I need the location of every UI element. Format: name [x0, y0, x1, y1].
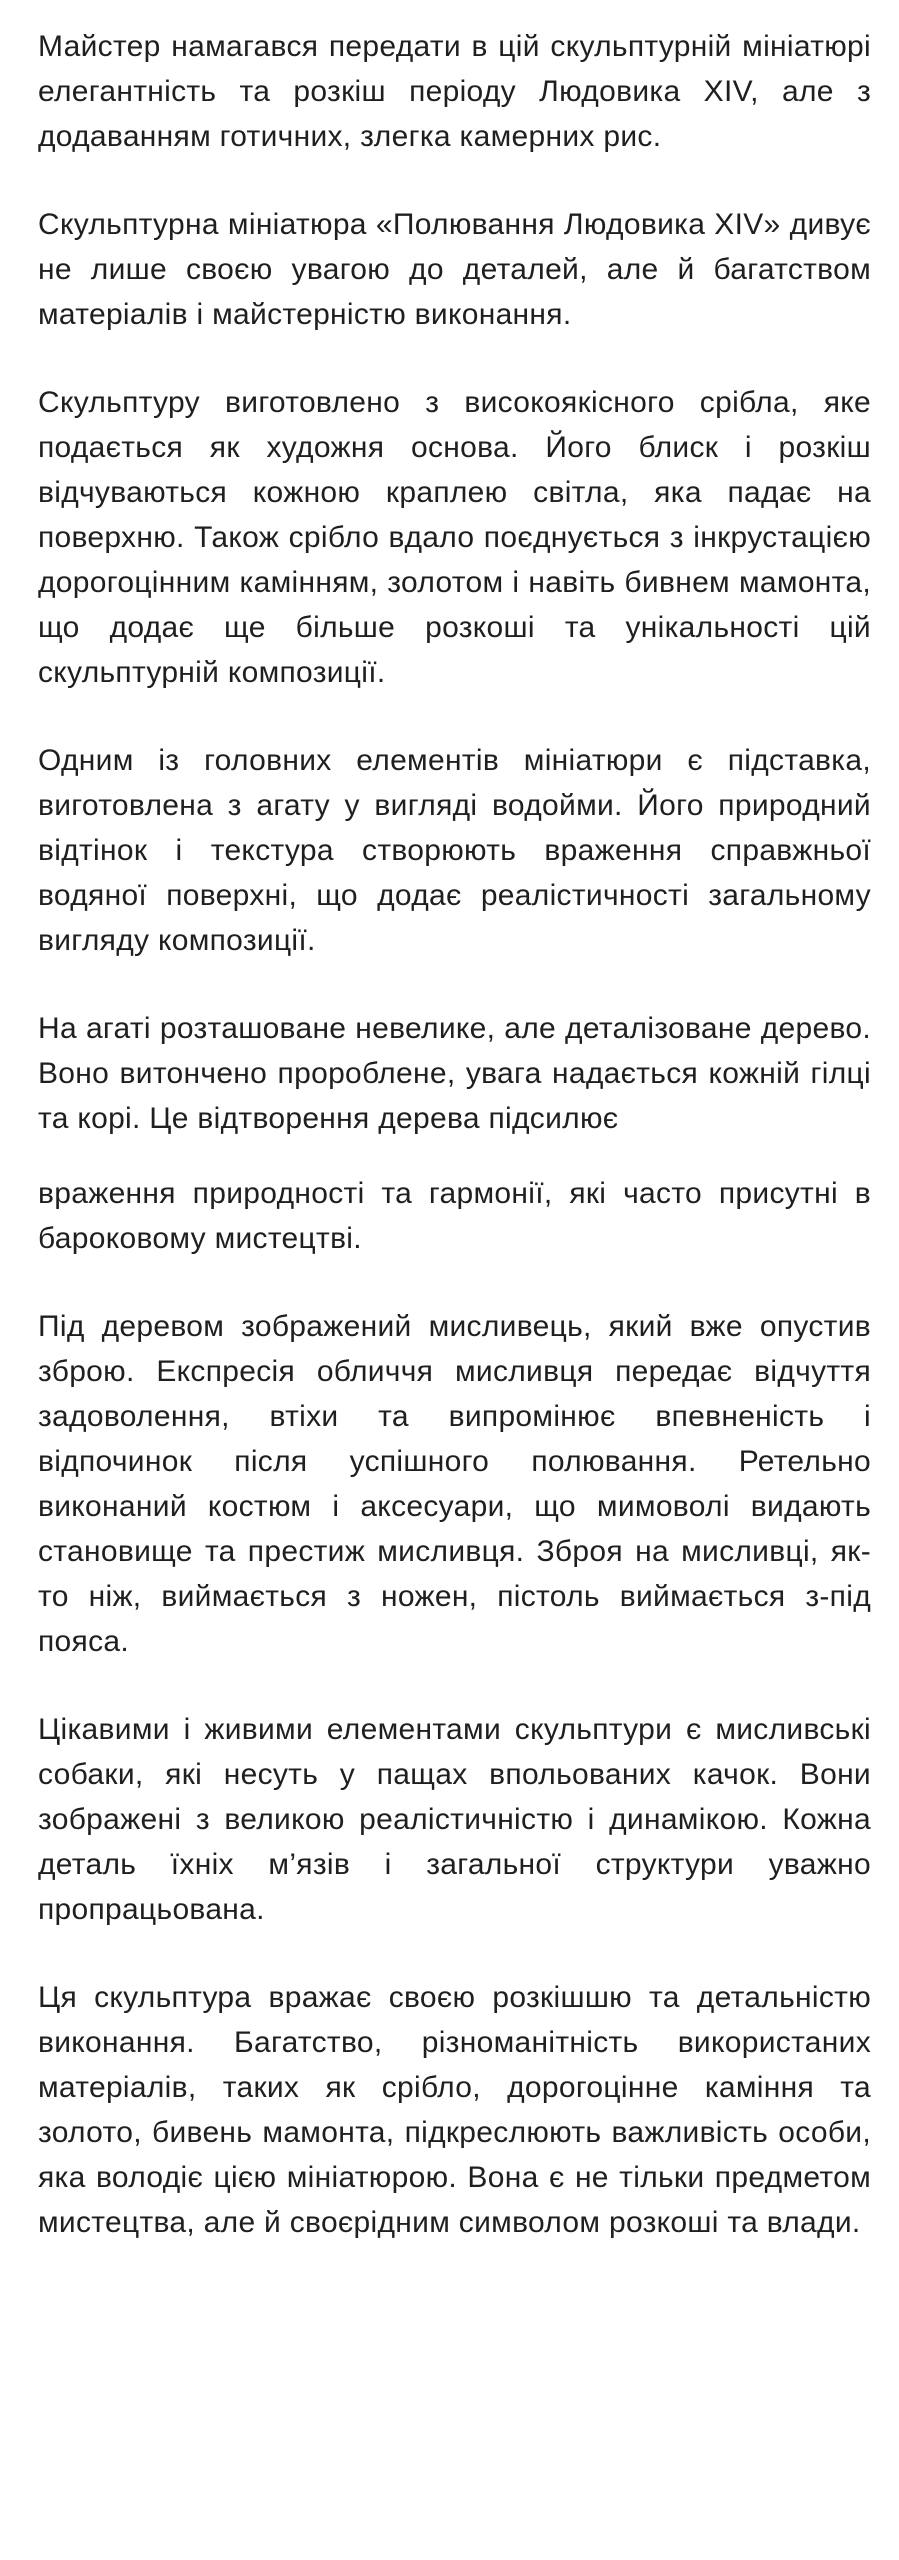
paragraph-dogs: Цікавими і живими елементами скульптури є мисливські собаки, які несуть у пащах впольованих качок. Вони зображені з великою реалістичністю і динамікою. Кожна деталь їхніх м’язів і загальної структури уважно пропрацьована.: [38, 1713, 871, 1926]
paragraph-intro: Майстер намагався передати в цій скульптурній мініатюрі елегантність та розкіш періоду Людовика XIV, але з додаванням готичних, злегка камерних рис.: [38, 30, 871, 153]
paragraph-hunter: Під деревом зображений мисливець, який вже опустив зброю. Експресія обличчя мисливця передає відчуття задоволення, втіхи та випромінює впевненість і відпочинок після успішного полювання. Ретельно виконаний костюм і аксесуари, що мимоволі видають становище та престиж мисливця. Зброя на мисливці, як-то ніж, виймається з ножен, пістоль виймається з-під пояса.: [38, 1310, 871, 1658]
paragraph-conclusion: Ця скульптура вражає своєю розкішшю та детальністю виконання. Багатство, різноманітність використаних матеріалів, таких як срібло, дорогоцінне каміння та золото, бивень мамонта, підкреслюють важливість особи, яка володіє цією мініатюрою. Вона є не тільки предметом мистецтва, але й своєрідним символом розкоші та влади.: [38, 1981, 871, 2239]
paragraph-agate-base: Одним із головних елементів мініатюри є підставка, виготовлена з агату у вигляді водойми. Його природний відтінок і текстура створюють враження справжньої водяної поверхні, що додає реалістичності загальному вигляду композиції.: [38, 744, 871, 957]
paragraph-silver: Скульптуру виготовлено з високоякісного срібла, яке подається як художня основа. Його блиск і розкіш відчуваються кожною краплею світла, яка падає на поверхню. Також срібло вдало поєднується з інкрустацією дорогоцінним камінням, золотом і навіть бивнем мамонта, що додає ще більше розкоші та унікальності цій скульптурній композиції.: [38, 386, 871, 689]
paragraph-tree-part-2: враження природності та гармонії, які часто присутні в бароковому мистецтві.: [38, 1177, 871, 1255]
paragraph-materials-overview: Скульптурна мініатюра «Полювання Людовика XIV» дивує не лише своєю увагою до деталей, але й багатством матеріалів і майстерністю виконання.: [38, 208, 871, 331]
paragraph-tree-part-1: На агаті розташоване невелике, але деталізоване дерево. Воно витончено пророблене, увага надається кожній гілці та корі. Це відтворення дерева підсилює: [38, 1012, 871, 1135]
